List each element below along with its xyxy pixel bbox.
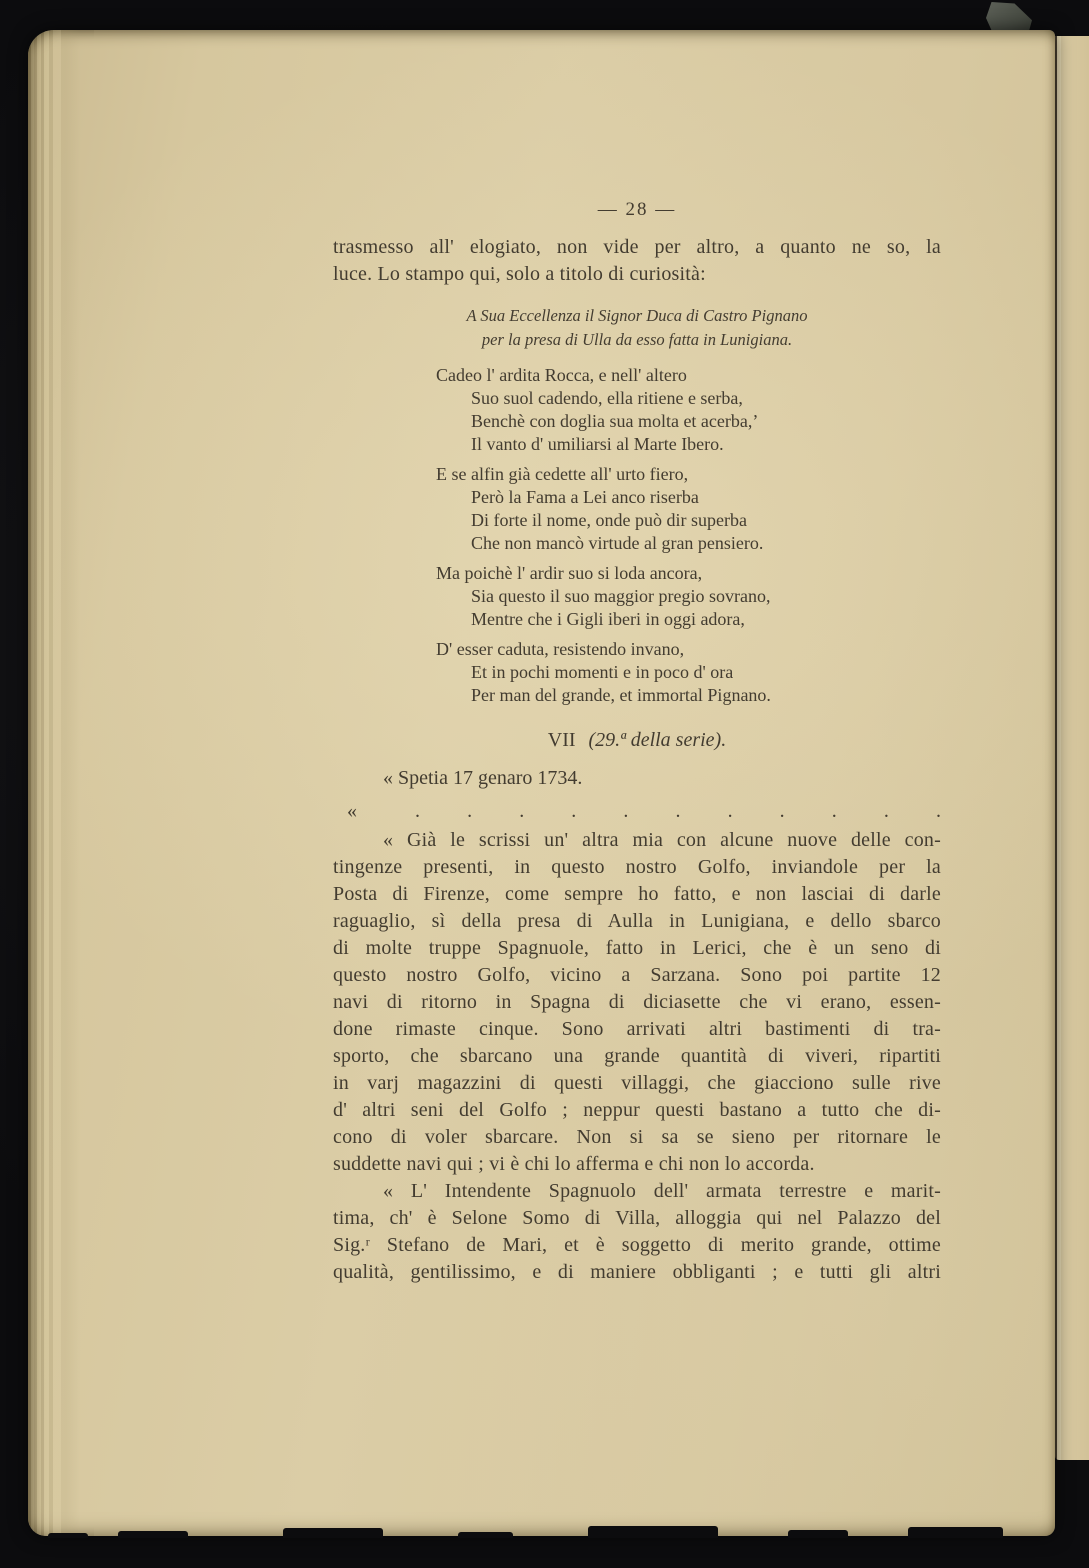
section-heading	[333, 727, 941, 753]
paragraph-line: di molte truppe Spagnuole, fatto in Lerici, che è un seno di	[333, 937, 941, 959]
paragraph-line: tingenze presenti, in questo nostro Golfo, inviandole per la	[333, 856, 941, 878]
poem-line: Et in pochi momenti e in poco d' ora	[471, 662, 734, 682]
poem-stanza	[436, 562, 941, 631]
paragraph-line: questo nostro Golfo, vicino a Sarzana. Sono poi partite 12	[333, 964, 941, 986]
page-number: — 28 —	[597, 199, 677, 220]
paragraph-line: in varj magazzini di questi villaggi, che giacciono sulle rive	[333, 1072, 941, 1094]
book-page	[28, 30, 1055, 1536]
ellipsis-dot: .	[519, 800, 525, 822]
intro-line: trasmesso all' elogiato, non vide per altro, a quanto ne so, la	[333, 236, 941, 258]
ellipsis-dot: .	[883, 800, 889, 822]
intro-paragraph	[333, 234, 941, 288]
section-numeral: VII	[547, 729, 576, 751]
poem-line: Però la Fama a Lei anco riserba	[471, 487, 699, 507]
page-bottom-deckle	[28, 1520, 1055, 1538]
poem-stanza	[436, 463, 941, 555]
letter-paragraph	[333, 827, 941, 1178]
paragraph-line: qualità, gentilissimo, e di maniere obbliganti ; e tutti gli altri	[333, 1261, 941, 1283]
dedication-line: per la presa di Ulla da esso fatta in Lunigiana.	[481, 330, 793, 349]
poem-line: Ma poichè l' ardir suo si loda ancora,	[436, 563, 703, 583]
ellipsis-dots	[357, 801, 941, 821]
poem	[436, 364, 941, 707]
section-series-note: (29.ª della serie).	[588, 729, 727, 751]
ellipsis-dot: .	[831, 800, 837, 822]
ellipsis-dot: .	[935, 800, 941, 822]
poem-line: Benchè con doglia sua molta et acerba,ʼ	[471, 411, 759, 431]
paragraph-line: done rimaste cinque. Sono arrivati altri bastimenti di tra-	[333, 1018, 941, 1040]
paragraph-line: Posta di Firenze, come sempre ho fatto, e non lasciai di darle	[333, 883, 941, 905]
paragraph-line: sporto, che sbarcano una grande quantità di viveri, ripartiti	[333, 1045, 941, 1067]
paragraph-line: suddette navi qui ; vi è chi lo afferma e chi non lo accorda.	[333, 1153, 815, 1175]
paragraph-line: « Già le scrissi un' altra mia con alcune nuove delle con-	[383, 829, 941, 851]
ellipsis-dot: .	[727, 800, 733, 822]
page-stack-left-edge	[28, 30, 94, 1536]
poem-line: Di forte il nome, onde può dir superba	[471, 510, 747, 530]
ellipsis-dot: .	[571, 800, 577, 822]
paragraph-line: cono di voler sbarcare. Non si sa se sieno per ritornare le	[333, 1126, 941, 1148]
paragraph-line: Sig.ʳ Stefano de Mari, et è soggetto di merito grande, ottime	[333, 1234, 941, 1256]
ellipsis-dot: .	[623, 800, 629, 822]
poem-line: Il vanto d' umiliarsi al Marte Ibero.	[471, 434, 724, 454]
paragraph-line: « L' Intendente Spagnuolo dell' armata terrestre e marit-	[383, 1180, 941, 1202]
poem-line: Cadeo l' ardita Rocca, e nell' altero	[436, 365, 687, 385]
poem-stanza	[436, 364, 941, 456]
dedication-line: A Sua Eccellenza il Signor Duca di Castro Pignano	[466, 306, 808, 325]
page-content	[333, 198, 941, 1286]
poem-line: Per man del grande, et immortal Pignano.	[471, 685, 771, 705]
poem-line: E se alfin già cedette all' urto fiero,	[436, 464, 689, 484]
ellipsis-dot: .	[675, 800, 681, 822]
ellipsis-dot: .	[779, 800, 785, 822]
poem-line: Suo suol cadendo, ella ritiene e serba,	[471, 388, 743, 408]
paragraph-line: d' altri seni del Golfo ; neppur questi bastano a tutto che di-	[333, 1099, 941, 1121]
paragraph-line: tima, ch' è Selone Somo di Villa, alloggia qui nel Palazzo del	[333, 1207, 941, 1229]
poem-line: Sia questo il suo maggior pregio sovrano,	[471, 586, 771, 606]
adjacent-page-edge	[1055, 36, 1089, 1460]
poem-line: Che non mancò virtude al gran pensiero.	[471, 533, 764, 553]
intro-line: luce. Lo stampo qui, solo a titolo di curiosità:	[333, 263, 706, 285]
open-quote-mark: «	[347, 800, 357, 822]
letter-paragraph	[333, 1178, 941, 1286]
poem-line: Mentre che i Gigli iberi in oggi adora,	[471, 609, 745, 629]
poem-stanza	[436, 638, 941, 707]
poem-dedication	[333, 304, 941, 352]
ellipsis-dot: .	[415, 800, 420, 822]
ellipsis-line	[333, 799, 941, 821]
paragraph-line: navi di ritorno in Spagna di diciasette che vi erano, essen-	[333, 991, 941, 1013]
ellipsis-dot: .	[467, 800, 473, 822]
letter-dateline: « Spetia 17 genaro 1734.	[383, 767, 583, 789]
poem-line: D' esser caduta, resistendo invano,	[436, 639, 685, 659]
paragraph-line: raguaglio, sì della presa di Aulla in Lunigiana, e dello sbarco	[333, 910, 941, 932]
